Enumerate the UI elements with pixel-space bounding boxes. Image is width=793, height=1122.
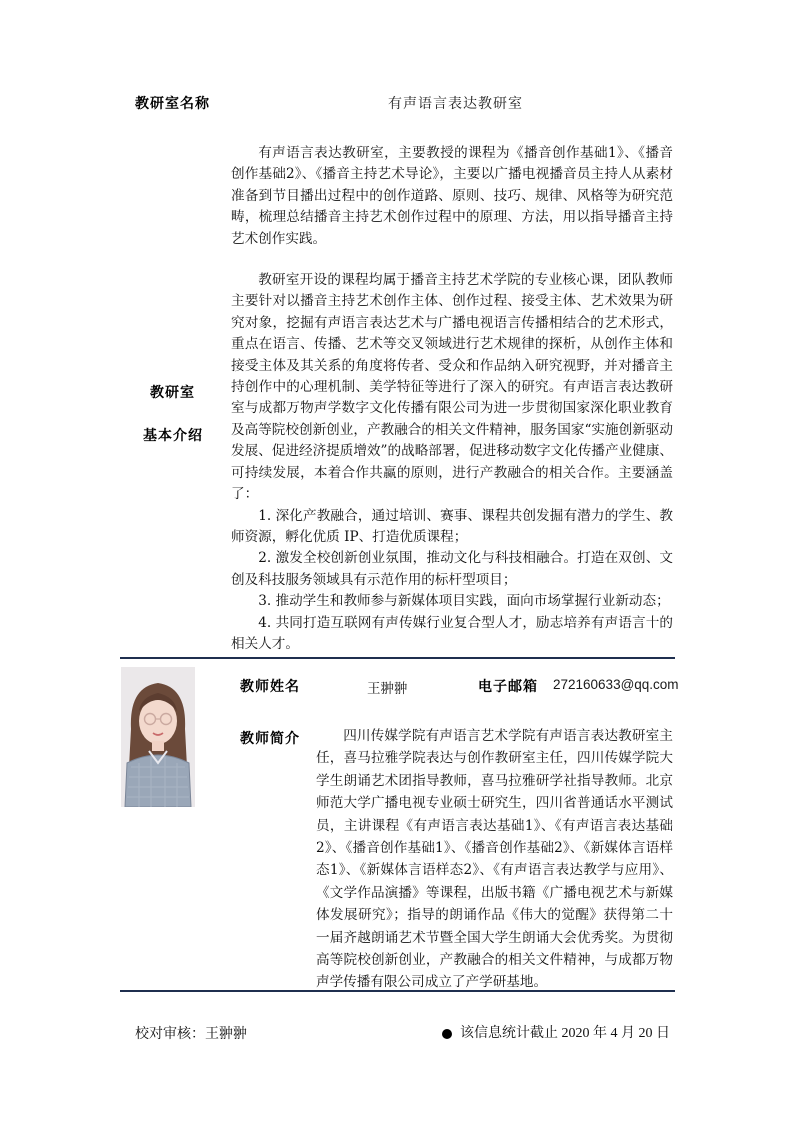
teacher-bio-text: 四川传媒学院有声语言艺术学院有声语言表达教研室主任，喜马拉雅学院表达与创作教研室主任，四川传媒学院大学生朗诵艺术团指导教师，喜马拉雅研学社指导教师。北京师范大学广播电视专业硕士研究生，四川省普通话水平测试员，主讲课程《有声语言表达基础1》、《有声语言表达基础2》、《播音创作基础1》、《播音创作基础2》、《新媒体言语样态1》、《新媒体言语样态2》、《有声语言表达教学与应用》、《文学作品演播》等课程，出版书籍《广播电视艺术与新媒体发展研究》；指导的朗诵作品《伟大的觉醒》获得第二十一届齐越朗诵艺术节暨全国大学生朗诵大会优秀奖。为贯彻高等院校创新创业，产教融合的相关文件精神，与成都万物声学传播有限公司成立了产学研基地。 (316, 728, 673, 991)
stat-date-text: 该信息统计截止 2020 年 4 月 20 日 (460, 1026, 670, 1041)
bullet-icon (442, 1029, 452, 1039)
teacher-name-value: 王翀翀 (367, 681, 408, 697)
reviewer-text: 校对审核：王翀翀 (135, 1027, 247, 1042)
intro-label-line1: 教研室 (150, 385, 195, 401)
teacher-bio (316, 725, 673, 994)
intro-item-2: 2. 激发全校创新创业氛围，推动文化与科技相融合。打造在双创、文创及科技服务领域具有示范作用的标杆型项目； (231, 550, 673, 588)
email-label: 电子邮箱 (478, 679, 538, 695)
section-divider-top (120, 657, 675, 659)
section-divider-bottom (120, 990, 675, 992)
intro-item-4: 4. 共同打造互联网有声传媒行业复合型人才，励志培养有声语言十的相关人才。 (231, 614, 673, 652)
stat-date-line (442, 1022, 670, 1042)
email-value[interactable]: 272160633@qq.com (553, 677, 679, 692)
intro-paragraph-1: 有声语言表达教研室，主要教授的课程为《播音创作基础1》、《播音创作基础2》、《播音主持艺术导论》，主要以广播电视播音员主持人从素材准备到节目播出过程中的创作道路、原则、技巧、规律、风格等为研究范畴，梳理总结播音主持艺术创作过程中的原理、方法，用以指导播音主持艺术创作实践。 (231, 145, 673, 247)
teacher-bio-label: 教师简介 (240, 731, 300, 747)
intro-body (231, 143, 673, 655)
intro-item-3: 3. 推动学生和教师参与新媒体项目实践，面向市场掌握行业新动态； (258, 593, 670, 610)
teacher-photo (121, 667, 195, 807)
lab-name-value: 有声语言表达教研室 (388, 96, 523, 112)
intro-paragraph-2: 教研室开设的课程均属于播音主持艺术学院的专业核心课，团队教师主要针对以播音主持艺术创作主体、创作过程、接受主体、艺术效果为研究对象，挖掘有声语言表达艺术与广播电视语言传播相结合的艺术形式，重点在语言、传播、艺术等交叉领域进行艺术规律的探析，从创作主体和接受主体及其关系的角度将传者、受众和作品纳入研究视野，并对播音主持创作中的心理机制、美学特征等进行了深入的研究。有声语言表达教研室与成都万物声学数字文化传播有限公司为进一步贯彻国家深化职业教育及高等院校创新创业，产教融合的相关文件精神，服务国家“实施创新驱动发展、促进经济提质增效”的战略部署，促进移动数字文化传播产业健康、可持续发展，本着合作共赢的原则，进行产教融合的相关合作。主要涵盖了： (231, 272, 673, 503)
lab-name-label: 教研室名称 (135, 96, 210, 112)
intro-item-1: 1. 深化产教融合，通过培训、赛事、课程共创发掘有潜力的学生、教师资源，孵化优质 IP、打造优质课程； (231, 507, 673, 545)
intro-label-line2: 基本介绍 (143, 428, 203, 444)
teacher-name-label: 教师姓名 (240, 679, 300, 695)
